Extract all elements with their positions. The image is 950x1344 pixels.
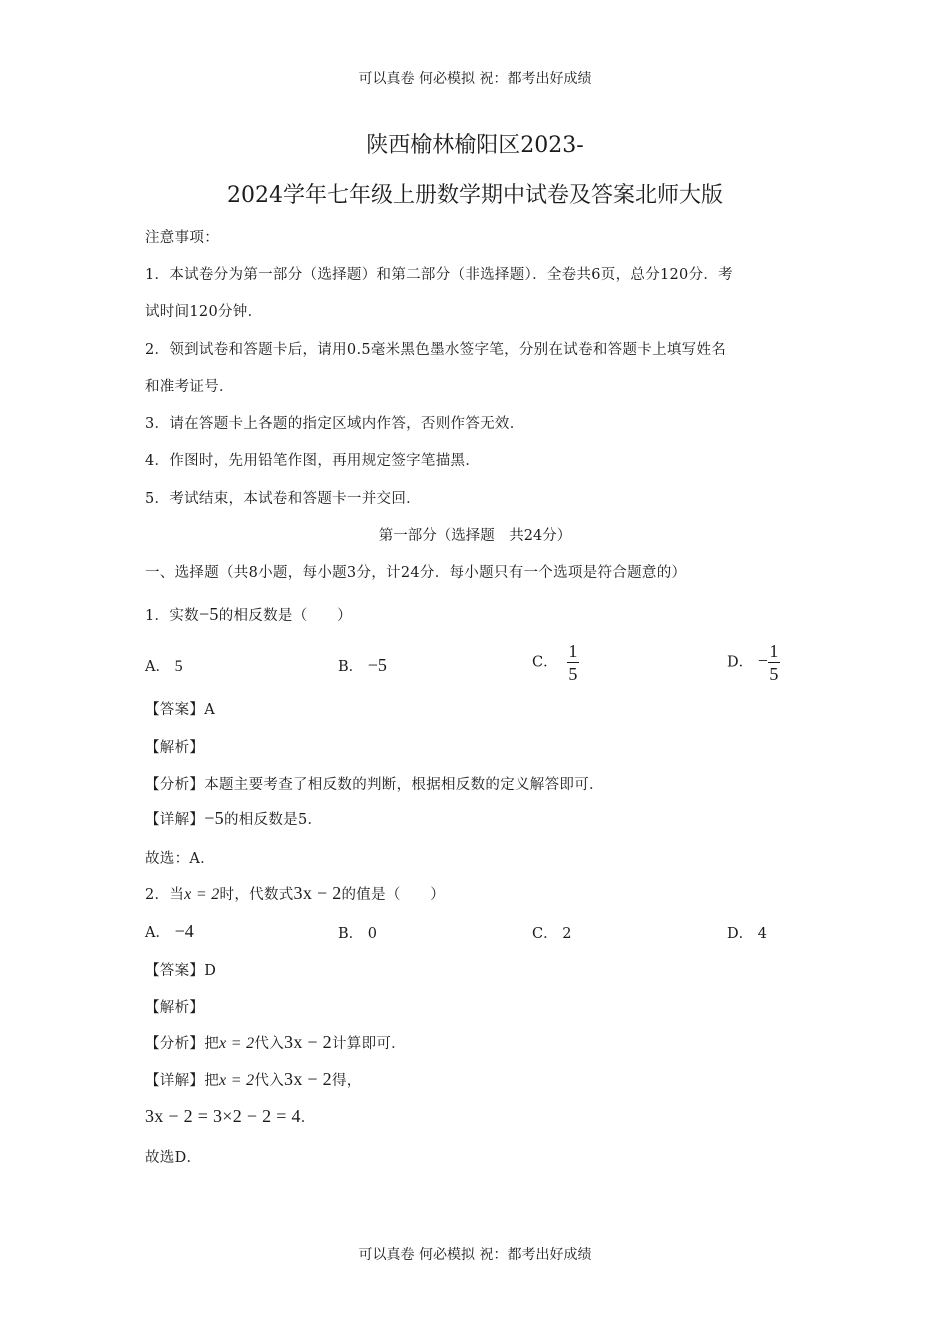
q2-calculation-expression: 3x − 2 = 3×2 − 2 = 4 [145,1106,301,1126]
note-2b: 和准考证号． [145,379,234,395]
q2-pre: 2．当 [145,887,185,903]
q1-xiangjie-text: 的相反数是5． [223,812,323,828]
notes-heading: 注意事项： [145,230,219,246]
q1-xiangjie [145,808,322,829]
q2-option-c-value: 2 [562,926,572,942]
q2-fenxi-post: 计算即可． [331,1036,406,1052]
q2-fenxi-label: 【分析】把 [145,1036,219,1052]
q2-xiangjie [145,1069,362,1090]
q1-pre: 1．实数 [145,608,199,624]
q1-option-d-numerator: 1 [769,641,779,661]
q2-option-b [338,922,377,943]
q2-option-b-value: 0 [367,926,377,942]
q1-option-c-denominator: 5 [568,664,578,684]
q2-post: 的值是（ ） [341,887,446,903]
q2-condition: x = 2 [184,886,220,903]
title-line-2: 2024学年七年级上册数学期中试卷及答案北师大版 [227,183,723,208]
q1-option-c-fraction [567,641,579,684]
q1-option-d-denominator: 5 [769,664,779,684]
page-header: 可以真卷 何必模拟 祝：都考出好成绩 [358,71,592,87]
q1-option-a-value: 5 [174,658,183,675]
q1-option-b [338,655,387,676]
q2-option-d-label: D． [727,926,754,942]
q2-analysis: 【解析】 [145,1000,205,1016]
q1-option-a-label: A． [145,659,170,675]
q1-math: −5 [198,604,219,624]
q1-xiangjie-math: −5 [204,808,224,828]
q1-option-c [532,641,579,684]
q1-option-d-label: D． [727,654,754,671]
part1-heading: 第一部分（选择题 共24分） [378,528,572,544]
q2-xiangjie-label: 【详解】把 [145,1073,219,1089]
q2-option-a [145,921,194,942]
q2-option-a-value: −4 [174,921,194,941]
q2-fenxi-expression: 3x − 2 [284,1032,332,1052]
q2-fenxi [145,1032,406,1053]
q1-option-c-numerator: 1 [568,641,578,661]
q2-fenxi-mid: 代入 [254,1036,285,1052]
q2-option-a-label: A． [145,925,170,941]
q1-option-d [727,641,780,684]
q2-xiangjie-mid: 代入 [254,1073,285,1089]
q2-option-d [727,922,767,943]
q1-option-c-label: C． [532,654,558,671]
q2-calculation-end: ． [300,1110,316,1126]
note-3: 3．请在答题卡上各题的指定区域内作答，否则作答无效． [145,416,525,432]
q2-xiangjie-expression: 3x − 2 [284,1069,332,1089]
q1-option-d-fraction [768,641,780,684]
section-heading: 一、选择题（共8小题，每小题3分，计24分．每小题只有一个选项是符合题意的） [145,565,687,581]
q1-analysis: 【解析】 [145,740,205,756]
q1-option-b-value: −5 [367,655,387,675]
q2-fenxi-condition: x = 2 [219,1035,255,1052]
q1-xiangjie-label: 【详解】 [145,812,205,828]
q1-option-b-label: B． [338,659,364,675]
q2-xiangjie-post: 得， [331,1073,362,1089]
page-footer: 可以真卷 何必模拟 祝：都考出好成绩 [358,1247,592,1263]
q1-choice: 故选：A． [145,851,215,867]
note-5: 5．考试结束，本试卷和答题卡一并交回． [145,491,421,507]
note-1a: 1．本试卷分为第一部分（选择题）和第二部分（非选择题）．全卷共6页，总分120分．考 [145,267,733,283]
note-4: 4．作图时，先用铅笔作图，再用规定签字笔描黑． [145,453,481,469]
q2-mid: 时，代数式 [219,887,294,903]
title-line-1: 陕西榆林榆阳区2023- [366,133,584,158]
q1-option-d-sign: − [757,650,768,671]
q2-option-b-label: B． [338,926,364,942]
q2-option-c [532,922,571,943]
q2-option-c-label: C． [532,926,558,942]
q2-xiangjie-condition: x = 2 [219,1072,255,1089]
q1-post: 的相反数是（ ） [218,608,352,624]
q1-option-a [145,655,183,676]
q2-option-d-value: 4 [757,926,767,942]
question-2 [145,883,445,904]
q2-expression: 3x − 2 [293,883,342,903]
note-1b: 试时间120分钟． [145,304,263,320]
note-2a: 2．领到试卷和答题卡后，请用0.5毫米黑色墨水签字笔，分别在试卷和答题卡上填写姓名 [145,342,727,358]
question-1 [145,604,352,625]
q1-fenxi: 【分析】本题主要考查了相反数的判断，根据相反数的定义解答即可． [145,777,604,793]
q2-answer: 【答案】D [145,963,217,979]
q2-choice: 故选D． [145,1150,202,1166]
q1-answer: 【答案】A [145,702,215,718]
q2-calculation [145,1106,316,1127]
